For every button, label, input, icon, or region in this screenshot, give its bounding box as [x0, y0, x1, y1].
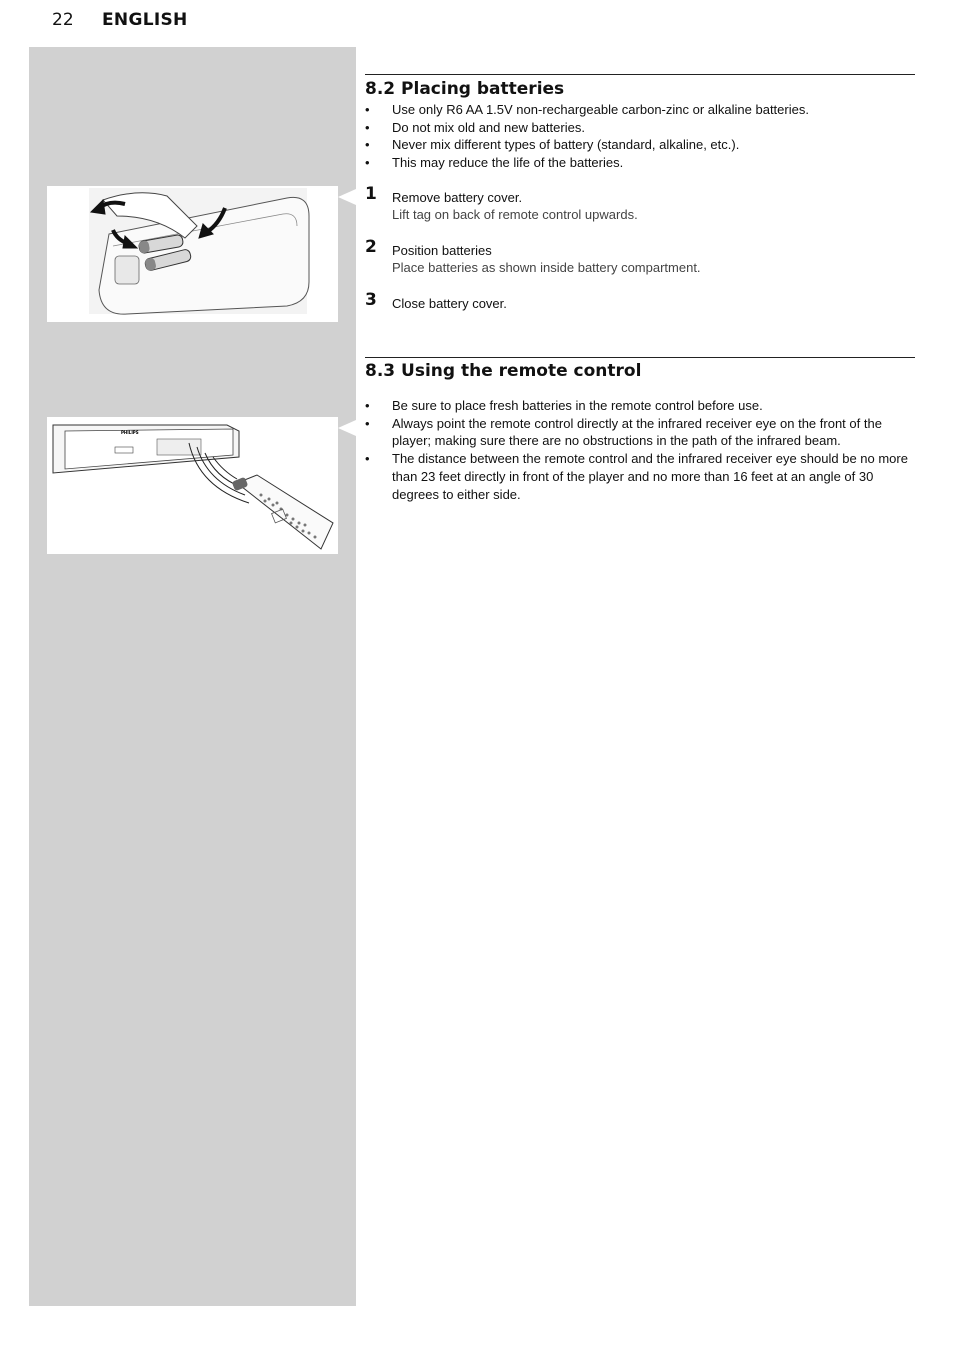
- step-number: 1: [365, 184, 377, 204]
- step-1: [365, 184, 915, 223]
- figure-pointer: [338, 420, 356, 436]
- step-text: Position batteries: [392, 243, 492, 258]
- list-item: • Be sure to place fresh batteries in the remote control before use.: [365, 397, 915, 415]
- brand-logo: PHILIPS: [121, 430, 139, 435]
- page-header: [52, 10, 188, 34]
- step-text: Close battery cover.: [392, 296, 507, 311]
- remote-usage-figure: [47, 417, 338, 554]
- section-rule: [365, 74, 915, 75]
- section-placing-batteries: [365, 79, 915, 172]
- battery-installation-figure: [47, 186, 338, 322]
- step-number: 2: [365, 237, 377, 257]
- page-number: 22: [52, 10, 74, 30]
- list-item-continuation: [365, 154, 915, 172]
- figure-pointer: [338, 189, 356, 205]
- list-item: • Always point the remote control directly at the infrared receiver eye on the front of the player; making sure there are no obstructions in the path of the infrared beam.: [365, 415, 915, 450]
- remote-battery-illustration: [47, 186, 338, 322]
- section-title: 8.3 Using the remote control: [365, 361, 642, 381]
- language-label: ENGLISH: [102, 10, 188, 30]
- step-3: [365, 290, 915, 312]
- step-detail: Lift tag on back of remote control upwards.: [392, 207, 638, 222]
- step-2: [365, 237, 915, 276]
- list-item: • Use only R6 AA 1.5V non-rechargeable carbon-zinc or alkaline batteries.: [365, 101, 915, 119]
- section-rule: [365, 357, 915, 358]
- remote-usage-list: [365, 397, 915, 503]
- list-item-text: This may reduce the life of the batteries.: [392, 155, 624, 171]
- section-using-remote: [365, 361, 915, 503]
- step-number: 3: [365, 290, 377, 310]
- step-detail: Place batteries as shown inside battery compartment.: [392, 260, 701, 275]
- list-item: • Never mix different types of battery (standard, alkaline, etc.).: [365, 136, 915, 154]
- list-item: • The distance between the remote control and the infrared receiver eye should be no more than 23 feet directly in front of the player and no more than 16 feet at an angle of 30 degrees to either side.: [365, 450, 915, 503]
- battery-rules-list: [365, 101, 915, 172]
- section-title: 8.2 Placing batteries: [365, 79, 565, 99]
- remote-control-icon: [232, 475, 333, 549]
- player-remote-illustration: [47, 417, 338, 554]
- step-text: Remove battery cover.: [392, 190, 523, 205]
- list-item: • Do not mix old and new batteries.: [365, 119, 915, 137]
